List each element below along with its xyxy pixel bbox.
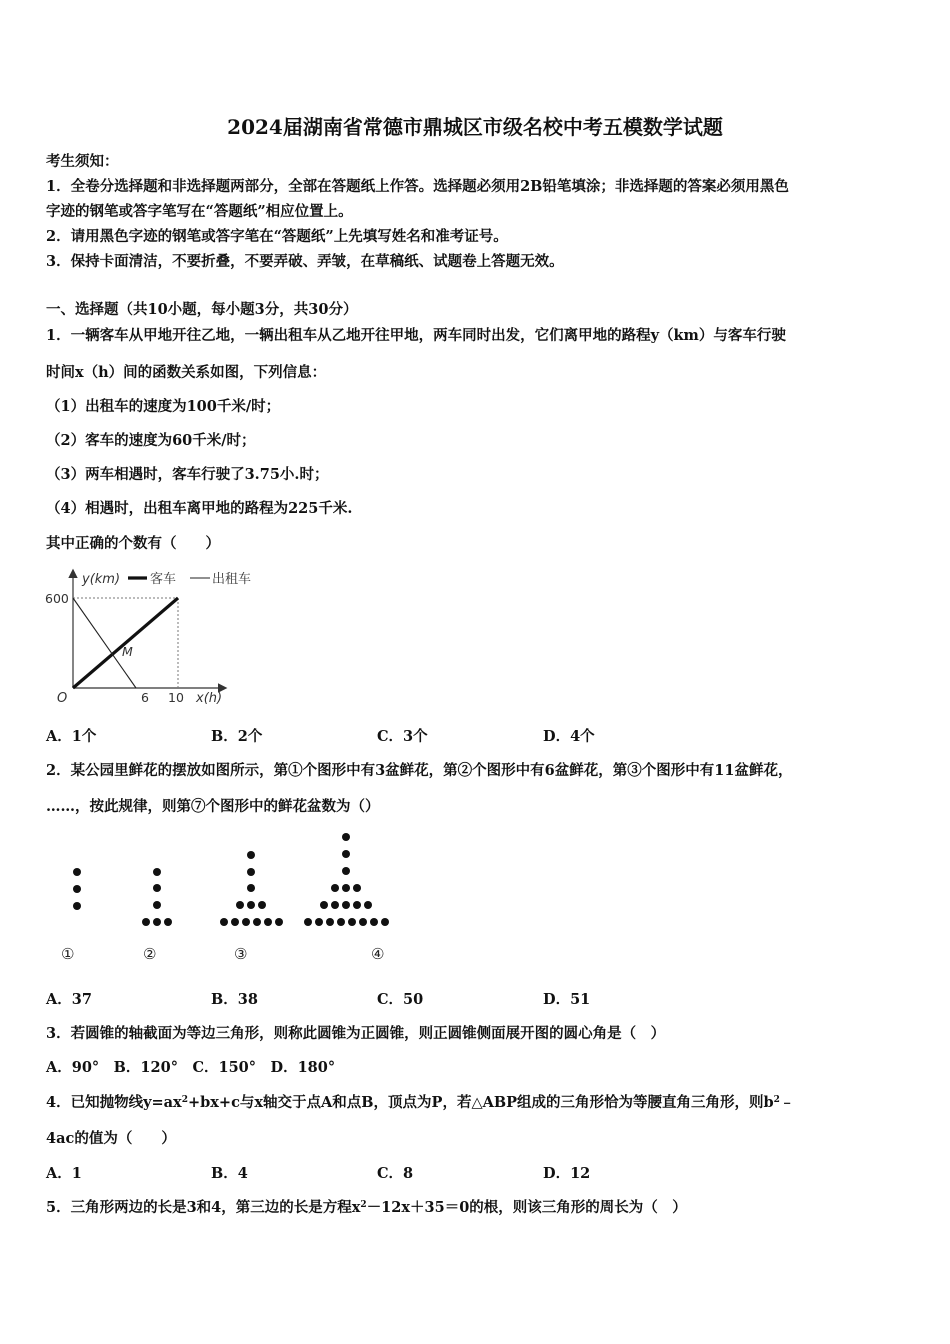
figure-4 bbox=[304, 833, 389, 926]
q2-stem-line2: ……，按此规律，则第⑦个图形中的鲜花盆数为（） bbox=[46, 798, 380, 815]
q2-option-a[interactable]: A．37 bbox=[46, 991, 92, 1008]
q4-stem-line2: 4ac的值为（ ） bbox=[46, 1130, 176, 1147]
x-axis-label: x(h) bbox=[196, 691, 223, 706]
figure-label-1: ① bbox=[61, 945, 75, 963]
q3-options[interactable]: A．90° B．120° C．150° D．180° bbox=[46, 1059, 336, 1076]
q1-info-item: （3）两车相遇时，客车行驶了3.75小.时； bbox=[46, 466, 329, 483]
q2-stem-line1: 2．某公园里鲜花的摆放如图所示，第①个图形中有3盆鲜花，第②个图形中有6盆鲜花，第③个图形中有11盆鲜花， bbox=[46, 762, 793, 779]
notice-item: 2．请用黑色字迹的钢笔或答字笔在“答题纸”上先填写姓名和准考证号。 bbox=[46, 228, 508, 245]
q4-option-d[interactable]: D．12 bbox=[543, 1165, 591, 1182]
notice-heading: 考生须知： bbox=[46, 153, 119, 170]
q3-stem: 3．若圆锥的轴截面为等边三角形，则称此圆锥为正圆锥，则正圆锥侧面展开图的圆心角是（ ） bbox=[46, 1025, 666, 1042]
meeting-point-label: M bbox=[122, 644, 133, 659]
y-tick-600: 600 bbox=[45, 591, 69, 606]
q1-option-b[interactable]: B．2个 bbox=[211, 728, 263, 745]
figure-2 bbox=[142, 868, 172, 926]
q1-info-item: （1）出租车的速度为100千米/时； bbox=[46, 398, 281, 415]
notice-item: 1．全卷分选择题和非选择题两部分，全部在答题纸上作答。选择题必须用2B铅笔填涂；非选择题的答案必须用黑色 bbox=[46, 178, 789, 195]
q1-stem-line1: 1．一辆客车从甲地开往乙地，一辆出租车从乙地开往甲地，两车同时出发，它们离甲地的路程y（km）与客车行驶 bbox=[46, 327, 786, 344]
q1-option-d[interactable]: D．4个 bbox=[543, 728, 595, 745]
q2-option-c[interactable]: C．50 bbox=[377, 991, 424, 1008]
q1-option-a[interactable]: A．1个 bbox=[46, 728, 97, 745]
figure-label-4: ④ bbox=[371, 945, 385, 963]
section-heading: 一、选择题（共10小题，每小题3分，共30分） bbox=[46, 301, 358, 318]
q1-distance-graph bbox=[40, 565, 270, 710]
figure-label-3: ③ bbox=[234, 945, 248, 963]
notice-item: 3．保持卡面清洁，不要折叠，不要弄破、弄皱，在草稿纸、试题卷上答题无效。 bbox=[46, 253, 564, 270]
q1-question: 其中正确的个数有（ ） bbox=[46, 535, 220, 552]
bus-line bbox=[73, 598, 178, 688]
q2-flower-pattern-figure bbox=[50, 825, 450, 970]
q4-option-c[interactable]: C．8 bbox=[377, 1165, 414, 1182]
figure-label-2: ② bbox=[143, 945, 157, 963]
q4-stem-line1: 4．已知抛物线$y=ax^2+bx+c$与x轴交于点A和点B，顶点为P，若△ABP组成的三角形恰为等腰直角三角形，则$b^2﹣$ bbox=[46, 1094, 795, 1111]
q4-option-b[interactable]: B．4 bbox=[211, 1165, 248, 1182]
x-tick-6: 6 bbox=[141, 690, 149, 705]
q5-stem: 5．三角形两边的长是3和4，第三边的长是方程$x^2-12x+35=0$的根，则该三角形的周长为（ ） bbox=[46, 1199, 687, 1216]
legend-bus-label: 客车 bbox=[150, 572, 177, 587]
legend-taxi-label: 出租车 bbox=[212, 572, 252, 587]
q2-option-d[interactable]: D．51 bbox=[543, 991, 591, 1008]
q1-option-c[interactable]: C．3个 bbox=[377, 728, 428, 745]
figure-1 bbox=[73, 868, 81, 910]
x-tick-10: 10 bbox=[168, 690, 184, 705]
q4-option-a[interactable]: A．1 bbox=[46, 1165, 82, 1182]
figure-3 bbox=[220, 851, 283, 926]
q1-info-item: （2）客车的速度为60千米/时； bbox=[46, 432, 256, 449]
q1-info-item: （4）相遇时，出租车离甲地的路程为225千米. bbox=[46, 500, 353, 517]
q2-option-b[interactable]: B．38 bbox=[211, 991, 258, 1008]
y-axis-label: y(km) bbox=[82, 572, 121, 587]
notice-item: 字迹的钢笔或答字笔写在“答题纸”相应位置上。 bbox=[46, 203, 353, 220]
page-title: 2024届湖南省常德市鼎城区市级名校中考五模数学试题 bbox=[227, 115, 723, 139]
origin-label: O bbox=[57, 691, 68, 706]
q1-stem-line2: 时间x（h）间的函数关系如图，下列信息： bbox=[46, 364, 327, 381]
